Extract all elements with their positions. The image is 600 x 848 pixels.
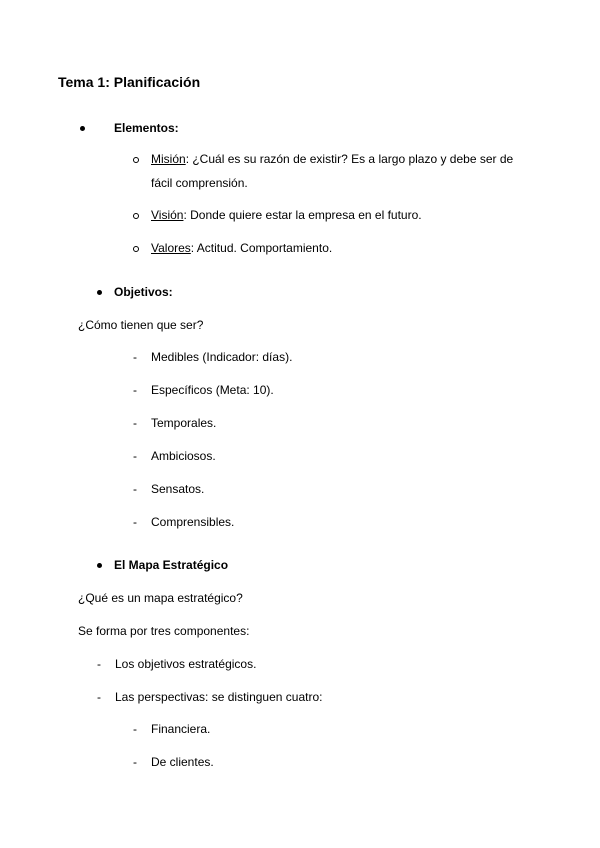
- section-heading-mapa: El Mapa Estratégico: [114, 558, 229, 572]
- dash-bullet-icon: -: [97, 657, 101, 671]
- list-item-mision-continued: fácil comprensión.: [151, 176, 248, 190]
- text-mision: : ¿Cuál es su razón de existir? Es a largo plazo y debe ser de: [185, 152, 514, 166]
- circle-bullet-icon: [133, 157, 139, 163]
- list-item: Sensatos.: [151, 482, 205, 496]
- term-vision: Visión: [151, 208, 184, 222]
- list-item: Temporales.: [151, 416, 217, 430]
- term-mision: Misión: [151, 152, 186, 166]
- list-item: Medibles (Indicador: días).: [151, 350, 293, 364]
- dash-bullet-icon: -: [133, 482, 137, 496]
- list-item: Los objetivos estratégicos.: [115, 657, 257, 671]
- circle-bullet-icon: [133, 246, 139, 252]
- objetivos-question: ¿Cómo tienen que ser?: [78, 318, 204, 332]
- mapa-question: ¿Qué es un mapa estratégico?: [78, 591, 243, 605]
- bullet-icon: [80, 126, 85, 131]
- page-title: Tema 1: Planificación: [58, 74, 201, 90]
- circle-bullet-icon: [133, 213, 139, 219]
- dash-bullet-icon: -: [133, 755, 137, 769]
- dash-bullet-icon: -: [133, 416, 137, 430]
- list-item: Específicos (Meta: 10).: [151, 383, 274, 397]
- dash-bullet-icon: -: [97, 690, 101, 704]
- list-item: Ambiciosos.: [151, 449, 216, 463]
- list-item-valores: [151, 241, 332, 255]
- term-valores: Valores: [151, 241, 191, 255]
- bullet-icon: [97, 290, 102, 295]
- bullet-icon: [97, 563, 102, 568]
- section-heading-elementos: Elementos:: [114, 121, 179, 135]
- list-item-mision: [151, 152, 513, 166]
- sub-list-item: De clientes.: [151, 755, 214, 769]
- dash-bullet-icon: -: [133, 515, 137, 529]
- text-valores: : Actitud. Comportamiento.: [190, 241, 333, 255]
- dash-bullet-icon: -: [133, 449, 137, 463]
- text-vision: : Donde quiere estar la empresa en el futuro.: [183, 208, 422, 222]
- dash-bullet-icon: -: [133, 383, 137, 397]
- dash-bullet-icon: -: [133, 722, 137, 736]
- list-item: Comprensibles.: [151, 515, 235, 529]
- dash-bullet-icon: -: [133, 350, 137, 364]
- list-item: Las perspectivas: se distinguen cuatro:: [115, 690, 323, 704]
- section-heading-objetivos: Objetivos:: [114, 285, 173, 299]
- sub-list-item: Financiera.: [151, 722, 211, 736]
- list-item-vision: [151, 208, 422, 222]
- mapa-intro: Se forma por tres componentes:: [78, 624, 250, 638]
